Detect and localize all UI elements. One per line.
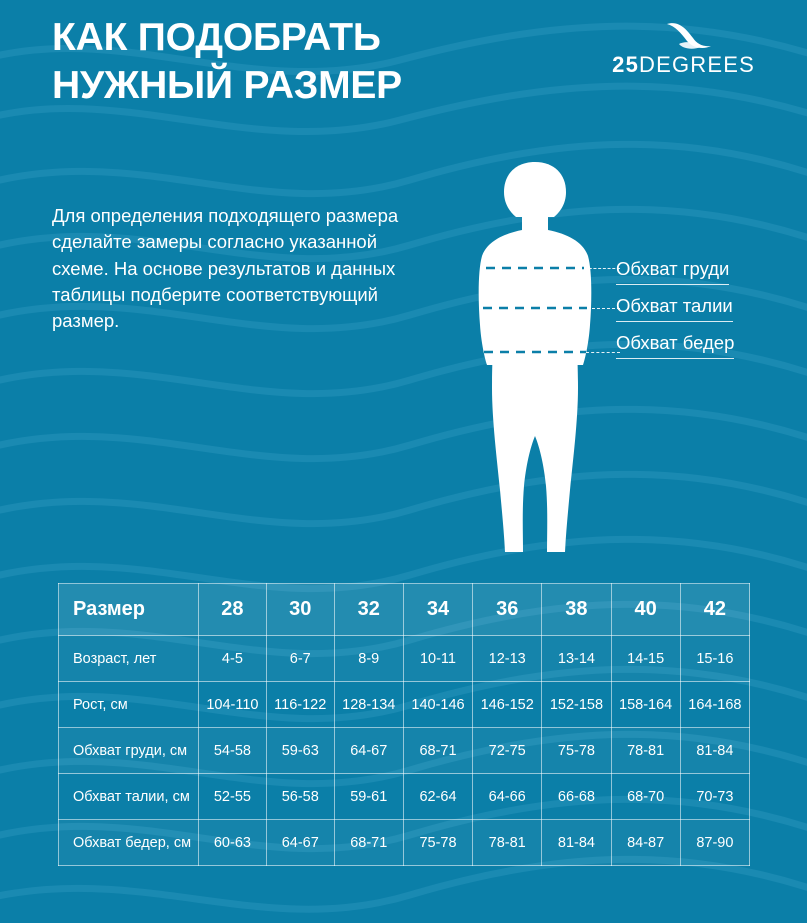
intro-text: Для определения подходящего размера сделайте замеры согласно указанной схеме. На основе результатов и данных таблицы подберите соответствующий размер. [52, 205, 399, 332]
cell: 64-66 [473, 774, 542, 820]
cell: 116-122 [266, 682, 334, 728]
callout-hips: Обхват бедер [616, 332, 734, 359]
cell: 68-71 [334, 820, 403, 866]
cell: 158-164 [611, 682, 680, 728]
logo-word: DEGREES [639, 52, 755, 77]
table-row [59, 636, 750, 682]
cell: 87-90 [680, 820, 749, 866]
cell: 14-15 [611, 636, 680, 682]
cell: 164-168 [680, 682, 749, 728]
cell: 75-78 [542, 728, 611, 774]
cell: 84-87 [611, 820, 680, 866]
cell: 68-70 [611, 774, 680, 820]
table-row [59, 774, 750, 820]
cell: 15-16 [680, 636, 749, 682]
cell: 54-58 [199, 728, 267, 774]
cell: 66-68 [542, 774, 611, 820]
table-header-size: Размер [59, 584, 199, 636]
row-label-age: Возраст, лет [59, 636, 199, 682]
cell: 64-67 [334, 728, 403, 774]
logo-wordmark [575, 52, 755, 78]
table-header-row [59, 584, 750, 636]
swimmer-wave-icon [575, 20, 755, 50]
row-label-chest: Обхват груди, см [59, 728, 199, 774]
table-header-36: 36 [473, 584, 542, 636]
cell: 81-84 [680, 728, 749, 774]
table-header-40: 40 [611, 584, 680, 636]
brand-logo [575, 20, 755, 78]
table-header-28: 28 [199, 584, 267, 636]
row-label-hips: Обхват бедер, см [59, 820, 199, 866]
cell: 13-14 [542, 636, 611, 682]
cell: 60-63 [199, 820, 267, 866]
table-header-32: 32 [334, 584, 403, 636]
cell: 6-7 [266, 636, 334, 682]
human-body-silhouette [420, 160, 650, 560]
cell: 75-78 [403, 820, 472, 866]
size-table-container [58, 583, 750, 866]
table-row [59, 820, 750, 866]
cell: 56-58 [266, 774, 334, 820]
cell: 52-55 [199, 774, 267, 820]
cell: 64-67 [266, 820, 334, 866]
leader-line-chest [584, 268, 620, 269]
callout-chest: Обхват груди [616, 258, 729, 285]
logo-number: 25 [612, 52, 640, 77]
cell: 10-11 [403, 636, 472, 682]
table-header-34: 34 [403, 584, 472, 636]
cell: 81-84 [542, 820, 611, 866]
cell: 68-71 [403, 728, 472, 774]
table-header-38: 38 [542, 584, 611, 636]
cell: 140-146 [403, 682, 472, 728]
table-row [59, 728, 750, 774]
cell: 59-61 [334, 774, 403, 820]
cell: 8-9 [334, 636, 403, 682]
cell: 104-110 [199, 682, 267, 728]
cell: 59-63 [266, 728, 334, 774]
body-figure [420, 160, 650, 560]
cell: 12-13 [473, 636, 542, 682]
cell: 72-75 [473, 728, 542, 774]
cell: 146-152 [473, 682, 542, 728]
size-table [58, 583, 750, 866]
table-row [59, 682, 750, 728]
cell: 4-5 [199, 636, 267, 682]
table-header-30: 30 [266, 584, 334, 636]
table-header-42: 42 [680, 584, 749, 636]
cell: 152-158 [542, 682, 611, 728]
row-label-waist: Обхват талии, см [59, 774, 199, 820]
cell: 62-64 [403, 774, 472, 820]
row-label-height: Рост, см [59, 682, 199, 728]
cell: 78-81 [473, 820, 542, 866]
cell: 78-81 [611, 728, 680, 774]
cell: 70-73 [680, 774, 749, 820]
cell: 128-134 [334, 682, 403, 728]
callout-waist: Обхват талии [616, 295, 733, 322]
leader-line-hips [586, 352, 620, 353]
page-title: КАК ПОДОБРАТЬ НУЖНЫЙ РАЗМЕР [52, 16, 402, 107]
